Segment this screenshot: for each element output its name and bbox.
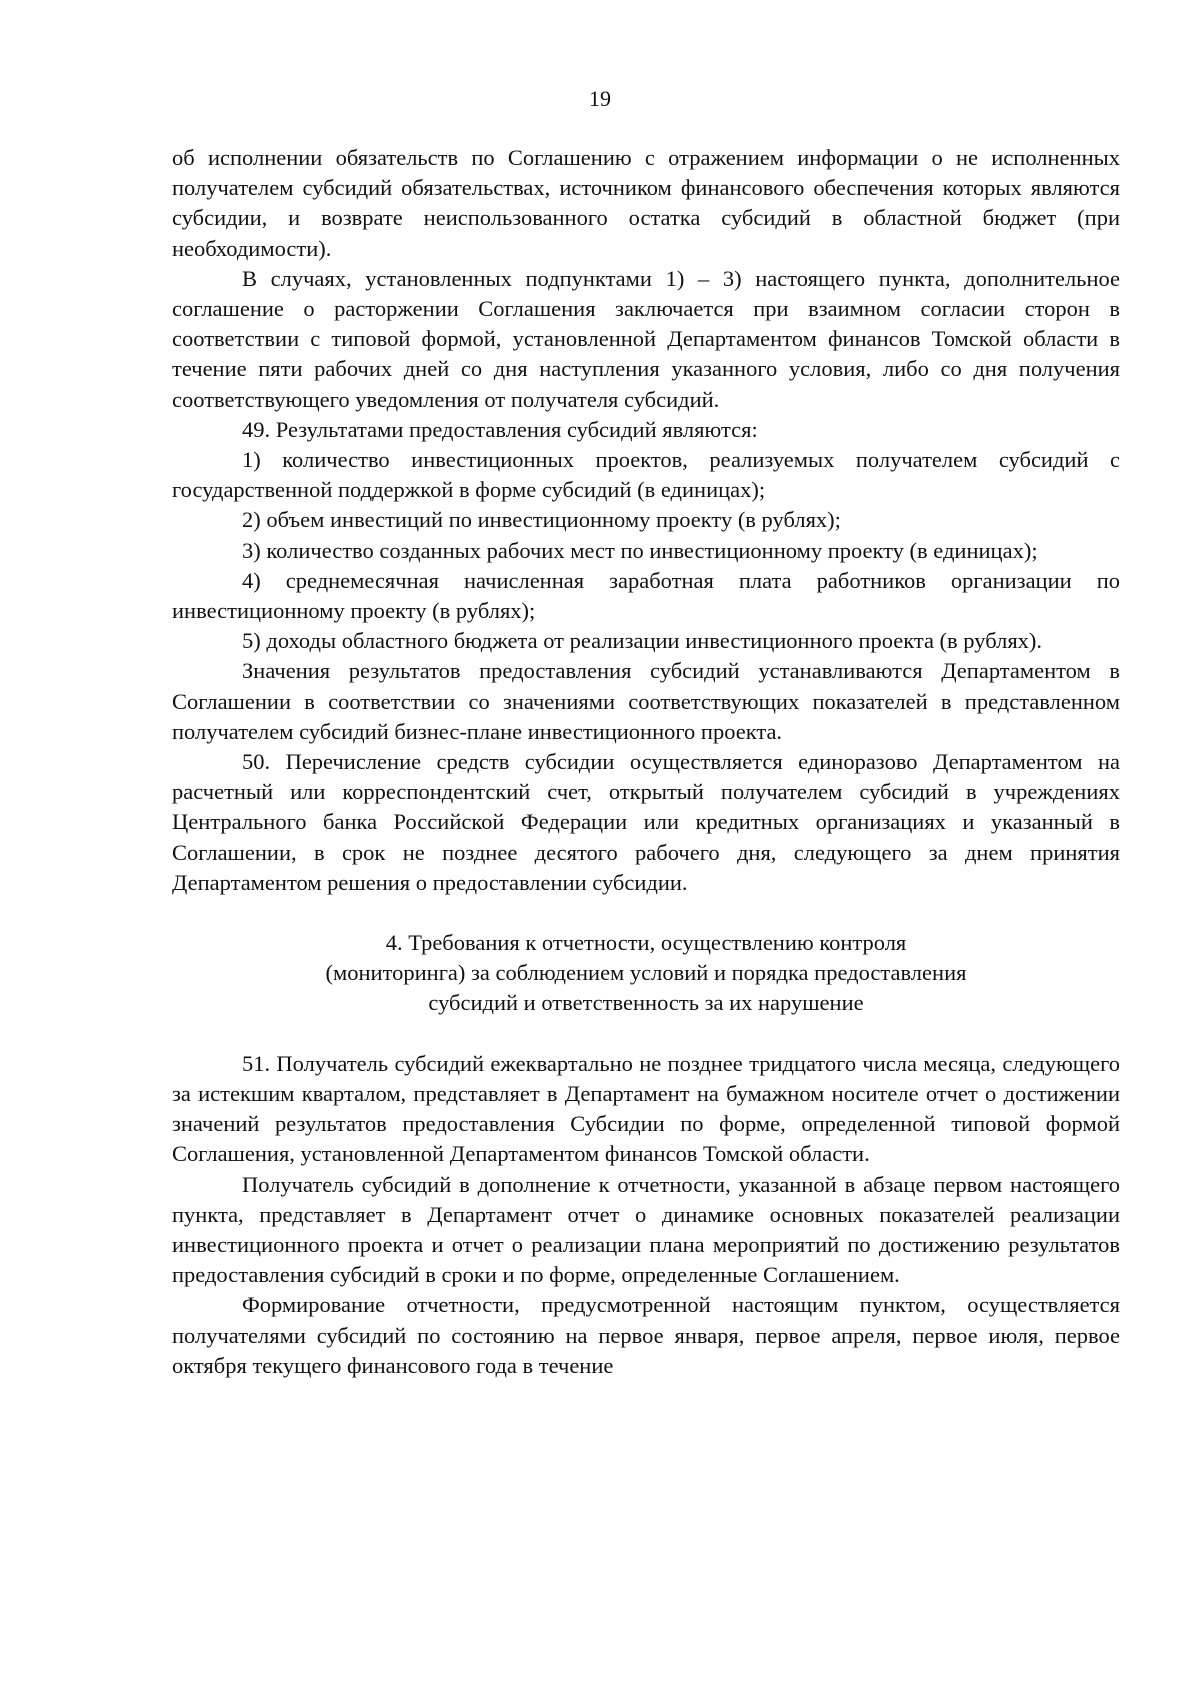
paragraph: 3) количество созданных рабочих мест по инвестиционному проекту (в единицах); <box>242 537 1038 563</box>
paragraph: 51. Получатель субсидий ежеквартально не позднее тридцатого числа месяца, следующего за истекшим кварталом, представляет в Департамент на бумажном носителе отчет о достижении значений результатов предоставления Субсидии по форме, определенной типовой формой Соглашения, установленной Департаментом финансов Томской области. <box>172 1050 1120 1167</box>
paragraph: В случаях, установленных подпунктами 1) – 3) настоящего пункта, дополнительное соглашение о расторжении Соглашения заключается при взаимном согласии сторон в соответствии с типовой формой, установленной Департаментом финансов Томской области в течение пяти рабочих дней со дня наступления указанного условия, либо со дня получения соответствующего уведомления от получателя субсидий. <box>172 265 1120 412</box>
section-heading-line-2: (мониторинга) за соблюдением условий и порядка предоставления <box>325 960 967 986</box>
paragraph: 5) доходы областного бюджета от реализации инвестиционного проекта (в рублях). <box>242 628 1043 654</box>
paragraph: Формирование отчетности, предусмотренной настоящим пунктом, осуществляется получателями субсидий по состоянию на первое января, первое апреля, первое июля, первое октября текущего финансового года в течение <box>172 1292 1120 1378</box>
paragraph: Значения результатов предоставления субсидий устанавливаются Департаментом в Соглашении в соответствии со значениями соответствующих показателей в представленном получателем субсидий бизнес-плане инвестиционного проекта. <box>172 658 1120 744</box>
section-heading-line-3: субсидий и ответственность за их нарушение <box>428 990 864 1016</box>
paragraph: 2) объем инвестиций по инвестиционному проекту (в рублях); <box>242 507 841 533</box>
paragraph: 4) среднемесячная начисленная заработная плата работников организации по инвестиционному проекту (в рублях); <box>172 567 1120 624</box>
paragraph: Получатель субсидий в дополнение к отчетности, указанной в абзаце первом настоящего пункта, представляет в Департамент отчет о динамике основных показателей реализации инвестиционного проекта и отчет о реализации плана мероприятий по достижению результатов предоставления субсидий в сроки и по форме, определенные Соглашением. <box>172 1171 1120 1288</box>
paragraph: об исполнении обязательств по Соглашению с отражением информации о не исполненных получателем субсидий обязательствах, источником финансового обеспечения которых являются субсидии, и возврате неиспользованного остатка субсидий в областной бюджет (при необходимости). <box>172 145 1120 261</box>
section-heading-line-1: 4. Требования к отчетности, осуществлению контроля <box>385 930 907 956</box>
page-number: 19 <box>589 86 611 111</box>
paragraph: 50. Перечисление средств субсидии осуществляется единоразово Департаментом на расчетный или корреспондентский счет, открытый получателем субсидий в учреждениях Центрального банка Российской Федерации или кредитных организациях и указанный в Соглашении, в срок не позднее десятого рабочего дня, следующего за днем принятия Департаментом решения о предоставлении субсидии. <box>172 749 1120 895</box>
paragraph: 1) количество инвестиционных проектов, реализуемых получателем субсидий с государственной поддержкой в форме субсидий (в единицах); <box>172 447 1120 503</box>
document-body <box>172 143 1120 1381</box>
paragraphs-before-heading <box>172 143 1120 898</box>
paragraph: 49. Результатами предоставления субсидий являются: <box>242 416 758 442</box>
section-heading <box>172 928 1120 1019</box>
paragraphs-after-heading <box>172 1049 1120 1381</box>
